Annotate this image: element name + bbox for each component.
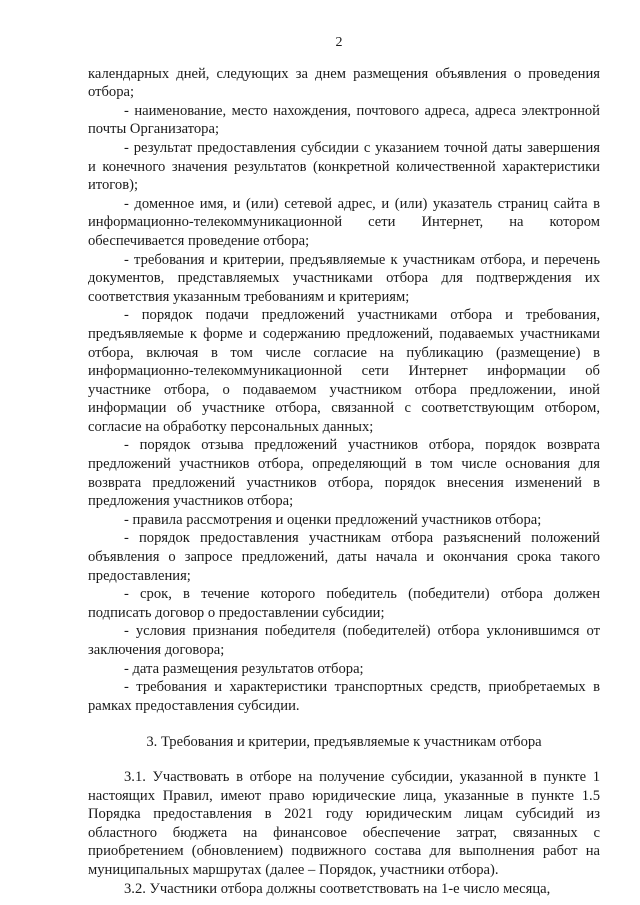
list-item: - наименование, место нахождения, почтового адреса, адреса электронной почты Организатора; <box>88 102 600 138</box>
list-item: - дата размещения результатов отбора; <box>124 660 364 677</box>
paragraph-continuation: календарных дней, следующих за днем размещения объявления о проведения отбора; <box>88 65 600 101</box>
list-item: - порядок отзыва предложений участников отбора, порядок возврата предложений участников отбора, определяющий в том числе основания для возврата предложений участников отбора, порядок внесения изменений в предложения участников отбора; <box>88 437 600 510</box>
list-item: - требования и характеристики транспортных средств, приобретаемых в рамках предоставления субсидии. <box>88 679 600 714</box>
list-item: - результат предоставления субсидии с указанием точной даты завершения и конечного значения результатов (конкретной количественной характеристики итогов); <box>88 139 600 194</box>
list-item: - доменное имя, и (или) сетевой адрес, и (или) указатель страниц сайта в информационно-телекоммуникационной сети Интернет, на котором обеспечивается проведение отбора; <box>88 195 600 249</box>
clause-3-1: 3.1. Участвовать в отборе на получение субсидии, указанной в пункте 1 настоящих Правил, имеют право юридические лица, указанные в пункте 1.5 Порядка предоставления в 2021 году юридическим лицам субсидий из областного бюджета на финансовое обеспечение затрат, связанных с приобретением (обновлением) подвижного состава для выполнения работ на муниципальных маршрутах (далее – Порядок, участники отбора). <box>88 768 600 878</box>
list-item: - правила рассмотрения и оценки предложений участников отбора; <box>124 511 542 528</box>
list-item: - условия признания победителя (победителей) отбора уклонившимся от заключения договора; <box>88 623 600 658</box>
section-heading: 3. Требования и критерии, предъявляемые к участникам отбора <box>146 734 542 751</box>
list-item: - требования и критерии, предъявляемые к участникам отбора, и перечень документов, представляемых участниками отбора для подтверждения их соответствия указанным требованиям и критериям; <box>88 251 600 305</box>
clause-3-2: 3.2. Участники отбора должны соответствовать на 1-е число месяца, <box>124 880 551 897</box>
list-item: - порядок подачи предложений участниками отбора и требования, предъявляемые к форме и содержанию предложений, подаваемых участниками отбора, включая в том числе согласие на публикацию (размещение) в информационно-телекоммуникационной сети Интернет информации об участнике отбора, о подаваемом участником отбора предложении, иной информации об участнике отбора, связанной с соответствующим отбором, согласие на обработку персональных данных; <box>88 307 600 435</box>
list-item: - порядок предоставления участникам отбора разъяснений положений объявления о запросе предложений, даты начала и окончания срока такого предоставления; <box>88 530 600 584</box>
page-number: 2 <box>335 35 343 50</box>
list-item: - срок, в течение которого победитель (победители) отбора должен подписать договор о предоставлении субсидии; <box>88 586 600 621</box>
